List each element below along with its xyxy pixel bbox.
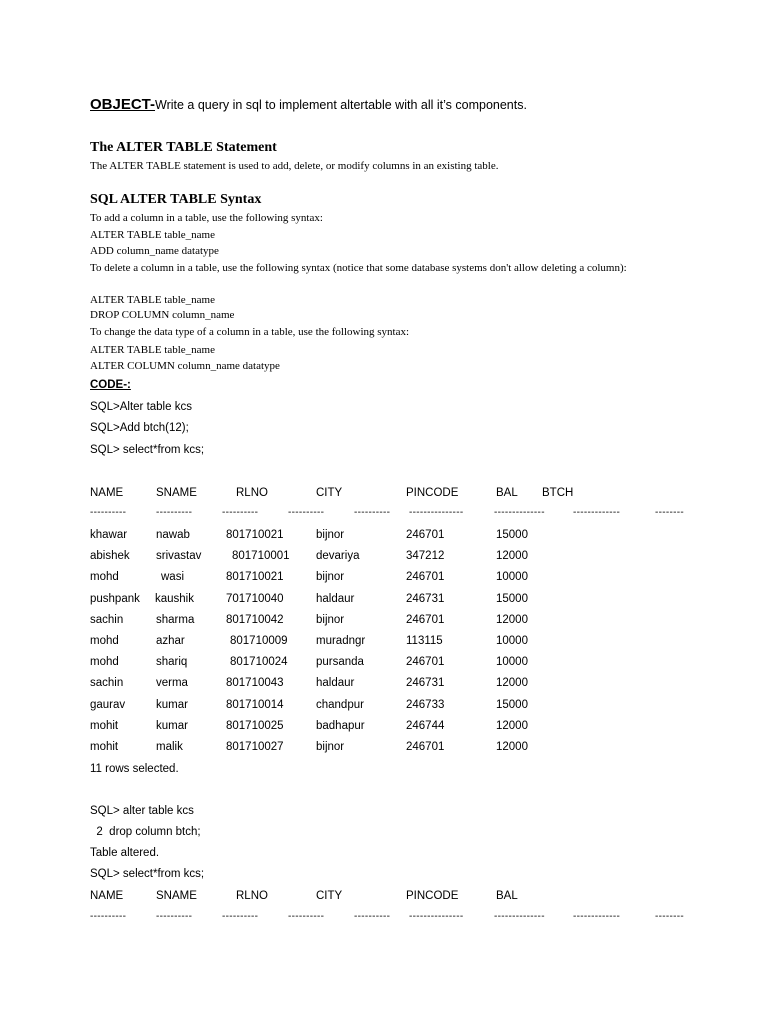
table1-header-rlno: RLNO — [236, 487, 268, 499]
table1-city-cell: bijnor — [316, 613, 345, 626]
table1-pincode-cell: 246701 — [406, 529, 445, 541]
table1-city-cell: muradngr — [316, 635, 366, 647]
table1-bal-cell: 15000 — [496, 592, 528, 605]
syntax-line: DROP COLUMN column_name — [90, 309, 235, 321]
syntax-line: To change the data type of a column in a table, use the following syntax: — [90, 326, 410, 338]
table1-bal-cell: 10000 — [496, 656, 528, 669]
table1-bal-cell: 12000 — [496, 677, 528, 690]
table1-rlno-cell: 801710024 — [230, 656, 288, 669]
table1-city-cell: haldaur — [316, 677, 355, 690]
table2-separator: -------------- — [494, 911, 545, 922]
table1-rlno-cell: 801710043 — [226, 677, 284, 690]
table1-rlno-cell: 801710014 — [226, 698, 284, 711]
table2-header-city: CITY — [316, 890, 343, 902]
table1-pincode-cell: 246744 — [406, 719, 445, 732]
table1-rlno-cell: 801710001 — [232, 550, 290, 563]
object-label: OBJECT- — [90, 96, 156, 113]
table1-sname-cell: srivastav — [156, 550, 202, 563]
table1-separator: ---------- — [288, 507, 325, 518]
syntax-line: ALTER TABLE table_name — [90, 229, 215, 241]
table1-name-cell: abishek — [90, 550, 130, 563]
table1-pincode-cell: 246731 — [406, 592, 445, 605]
table1-separator: ---------- — [90, 507, 127, 518]
table1-sname-cell: nawab — [156, 529, 190, 541]
table1-separator: ------------- — [573, 507, 621, 518]
syntax-line: ADD column_name datatype — [90, 245, 219, 257]
table1-city-cell: haldaur — [316, 592, 355, 605]
table1-bal-cell: 15000 — [496, 529, 528, 541]
table1-name-cell: mohd — [90, 656, 119, 669]
table1-sname-cell: kaushik — [155, 592, 194, 605]
code2-line: 2 drop column btch; — [90, 826, 201, 838]
table2-separator: ---------- — [222, 911, 259, 922]
table1-name-cell: mohit — [90, 741, 119, 753]
table1-city-cell: bijnor — [316, 529, 345, 541]
table1-bal-cell: 15000 — [496, 698, 528, 711]
table1-name-cell: sachin — [90, 677, 124, 690]
table1-name-cell: pushpank — [90, 592, 140, 605]
table1-separator: ---------- — [354, 507, 391, 518]
table1-header-sname: SNAME — [156, 487, 197, 499]
table1-header-btch: BTCH — [542, 487, 574, 499]
table1-pincode-cell: 246731 — [406, 677, 445, 690]
alter-table-description: The ALTER TABLE statement is used to add, delete, or modify columns in an existing table. — [90, 160, 499, 172]
table1-pincode-cell: 113115 — [406, 635, 443, 647]
table1-city-cell: bijnor — [316, 741, 345, 753]
table1-bal-cell: 10000 — [496, 571, 528, 584]
table1-separator: ---------- — [156, 507, 193, 518]
syntax-line: To add a column in a table, use the following syntax: — [90, 212, 323, 224]
code-line: SQL>Add btch(12); — [90, 422, 189, 434]
code2-line: Table altered. — [90, 847, 160, 859]
table1-separator: --------------- — [409, 507, 464, 518]
table1-separator: ---------- — [222, 507, 259, 518]
table1-name-cell: gaurav — [90, 698, 126, 711]
table1-rlno-cell: 801710009 — [230, 635, 288, 647]
table1-city-cell: bijnor — [316, 571, 345, 584]
table1-bal-cell: 12000 — [496, 741, 528, 753]
table1-rlno-cell: 801710042 — [226, 613, 284, 626]
table1-separator: -------------- — [494, 507, 545, 518]
table1-header-name: NAME — [90, 487, 124, 499]
table1-rlno-cell: 801710025 — [226, 719, 284, 732]
table2-header-sname: SNAME — [156, 890, 197, 902]
code-line: SQL>Alter table kcs — [90, 401, 192, 413]
table1-pincode-cell: 246701 — [406, 613, 445, 626]
table1-name-cell: khawar — [90, 529, 128, 541]
table1-name-cell: mohit — [90, 719, 119, 732]
table1-sname-cell: shariq — [156, 656, 188, 669]
object-text: Write a query in sql to implement altertable with all it’s components. — [155, 98, 527, 112]
table1-sname-cell: azhar — [156, 635, 185, 647]
table2-separator: ------------- — [573, 911, 621, 922]
table1-city-cell: devariya — [316, 550, 360, 563]
table1-city-cell: chandpur — [316, 698, 364, 711]
rows-selected-text: 11 rows selected. — [90, 763, 179, 775]
table1-rlno-cell: 701710040 — [226, 592, 284, 605]
table1-pincode-cell: 347212 — [406, 550, 445, 563]
table2-separator: ---------- — [156, 911, 193, 922]
table1-sname-cell: verma — [156, 677, 188, 690]
table1-rlno-cell: 801710021 — [226, 571, 284, 584]
table2-header-bal: BAL — [496, 890, 518, 902]
syntax-line: To delete a column in a table, use the following syntax (notice that some database systems don't allow deleting a column): — [90, 262, 627, 274]
table1-city-cell: pursanda — [316, 656, 364, 669]
table1-header-pincode: PINCODE — [406, 487, 459, 499]
table1-sname-cell: wasi — [161, 571, 185, 584]
table1-bal-cell: 10000 — [496, 635, 528, 647]
table1-pincode-cell: 246733 — [406, 698, 445, 711]
table1-sname-cell: kumar — [156, 698, 188, 711]
table1-pincode-cell: 246701 — [406, 741, 445, 753]
code-label: CODE-: — [90, 379, 131, 391]
table2-separator: ---------- — [90, 911, 127, 922]
table1-bal-cell: 12000 — [496, 719, 528, 732]
table1-bal-cell: 12000 — [496, 550, 528, 563]
object-line — [90, 96, 527, 113]
table2-separator: ---------- — [354, 911, 391, 922]
table1-pincode-cell: 246701 — [406, 656, 445, 669]
table2-separator: ---------- — [288, 911, 325, 922]
table1-separator: -------- — [655, 507, 685, 518]
syntax-line: ALTER COLUMN column_name datatype — [90, 360, 280, 372]
table1-rlno-cell: 801710027 — [226, 741, 284, 753]
table1-header-bal: BAL — [496, 487, 518, 499]
table2-header-name: NAME — [90, 890, 124, 902]
table1-bal-cell: 12000 — [496, 613, 528, 626]
syntax-line: ALTER TABLE table_name — [90, 294, 215, 306]
syntax-line: ALTER TABLE table_name — [90, 344, 215, 356]
syntax-heading: SQL ALTER TABLE Syntax — [90, 192, 262, 207]
table1-header-city: CITY — [316, 487, 343, 499]
table1-sname-cell: malik — [156, 741, 183, 753]
code2-line: SQL> alter table kcs — [90, 805, 194, 817]
table1-sname-cell: sharma — [156, 613, 195, 626]
table1-name-cell: sachin — [90, 613, 124, 626]
table1-sname-cell: kumar — [156, 719, 188, 732]
table1-name-cell: mohd — [90, 635, 119, 647]
table2-header-pincode: PINCODE — [406, 890, 459, 902]
table1-rlno-cell: 801710021 — [226, 529, 284, 541]
table2-separator: --------------- — [409, 911, 464, 922]
code-line: SQL> select*from kcs; — [90, 444, 205, 456]
alter-table-heading: The ALTER TABLE Statement — [90, 140, 277, 155]
table2-separator: -------- — [655, 911, 685, 922]
table1-city-cell: badhapur — [316, 719, 365, 732]
table1-name-cell: mohd — [90, 571, 119, 584]
table2-header-rlno: RLNO — [236, 890, 268, 902]
table1-pincode-cell: 246701 — [406, 571, 445, 584]
code2-line: SQL> select*from kcs; — [90, 868, 205, 880]
